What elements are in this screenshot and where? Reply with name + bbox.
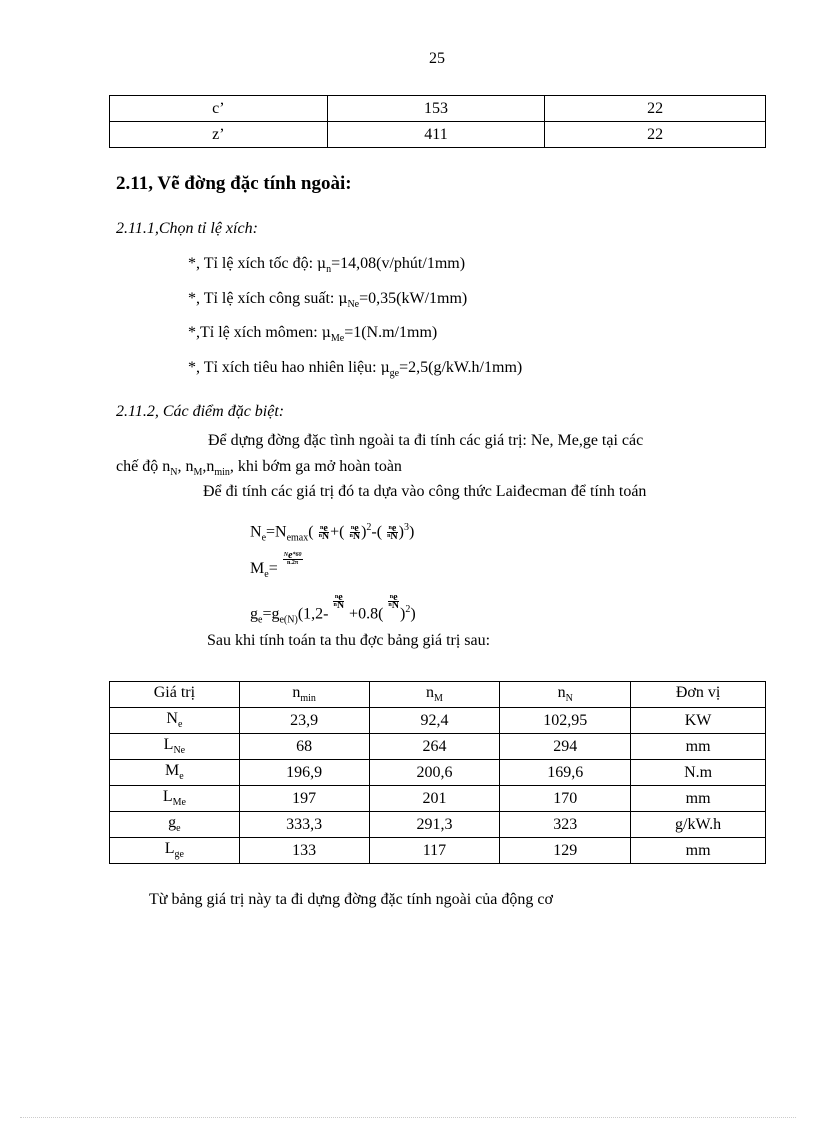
row-label: $M_e$	[110, 760, 240, 786]
subscript: N	[170, 467, 178, 479]
table-row	[110, 786, 766, 812]
scale-line	[188, 255, 465, 275]
scale-line	[188, 324, 437, 344]
table-cell: mm	[631, 734, 766, 760]
formula-text: =	[268, 560, 278, 577]
subscript: M	[193, 467, 203, 479]
table-cell: N.m	[631, 760, 766, 786]
table-cell: 22	[545, 96, 766, 122]
value-table	[109, 681, 766, 864]
formula-text: -(	[371, 523, 383, 541]
formula-ne: $N_e=N_{emax}$( $\frac{n_e}{n_N}$ +( $\frac{n_e}{n_N}$ )$^2$-( $\frac{n_e}{n_N}$ )$^3$)	[250, 522, 415, 544]
formula-text: )	[410, 605, 416, 623]
table-cell: 92,4	[369, 708, 500, 734]
subscript: ge	[389, 368, 400, 380]
mu-symbol: μ	[338, 291, 348, 307]
table-cell: 294	[500, 734, 631, 760]
formula-text: M	[250, 560, 265, 577]
table-cell: 170	[500, 786, 631, 812]
scale-label: *, Tỉ lệ xích công suất:	[188, 290, 339, 307]
superscript: 2	[366, 522, 372, 533]
subscript: e	[258, 614, 263, 626]
table-cell: 133	[239, 838, 369, 864]
table-row	[110, 708, 766, 734]
text-run: ,n	[202, 458, 215, 475]
formula-text: N	[250, 523, 262, 541]
table-cell: 197	[239, 786, 369, 812]
closing-line: Từ bảng giá trị này ta đi dựng đờng đặc tính ngoài của động cơ	[149, 891, 553, 908]
table-cell: 153	[327, 96, 545, 122]
table-cell: 323	[500, 812, 631, 838]
table-cell: 23,9	[239, 708, 369, 734]
table-row	[110, 838, 766, 864]
scale-line	[188, 290, 467, 310]
section-heading: 2.11, Vẽ đờng đặc tính ngoài:	[116, 173, 352, 194]
table-cell: 200,6	[369, 760, 500, 786]
superscript: 3	[403, 522, 409, 533]
subscript: emax	[286, 532, 309, 544]
table-cell: c’	[110, 96, 328, 122]
table-row	[110, 122, 766, 148]
scale-value: =0,35(kW/1mm)	[359, 290, 468, 307]
formula-text: +(	[330, 523, 345, 541]
table-cell: 291,3	[369, 812, 500, 838]
page-number: 25	[429, 50, 445, 67]
scale-line	[188, 359, 522, 379]
text-run: chế độ n	[116, 458, 171, 475]
formula-text: +0.8(	[345, 605, 384, 623]
page-bottom-divider	[20, 1117, 796, 1118]
superscript: 2	[405, 604, 411, 615]
subsection-heading: 2.11.1,Chọn tỉ lệ xích:	[116, 220, 258, 237]
scale-label: *,Tỉ lệ xích mômen:	[188, 324, 322, 341]
subscript: Me	[330, 333, 345, 345]
row-label: $L_{ge}$	[110, 838, 240, 864]
ratio-fraction: $\frac{n_e}{n_N}$	[388, 592, 399, 612]
table-cell: 117	[369, 838, 500, 864]
table-cell: g/kW.h	[631, 812, 766, 838]
subscript: e	[261, 532, 267, 544]
mu-symbol: μ	[317, 256, 327, 272]
row-label: $g_e$	[110, 812, 240, 838]
ratio-fraction: $\frac{n_e}{n_N}$	[349, 523, 361, 543]
scale-value: =1(N.m/1mm)	[344, 324, 438, 341]
table-header-cell: $n_{min}$	[239, 682, 369, 708]
table-header-cell: Giá trị	[110, 682, 240, 708]
scale-value: =14,08(v/phút/1mm)	[331, 255, 466, 272]
scale-label: *, Tỉ xích tiêu hao nhiên liệu:	[188, 359, 381, 376]
top-table	[109, 95, 766, 148]
ratio-fraction: $\frac{n_e}{n_N}$	[318, 523, 330, 543]
subscript: n	[326, 264, 332, 276]
formula-text: (	[308, 523, 314, 541]
me-fraction: $\frac{N_e*60}{n.2\pi}$	[283, 550, 302, 567]
paragraph-line	[116, 458, 402, 478]
paragraph-line: Để dựng đờng đặc tình ngoài ta đi tính các giá trị: Ne, Me,ge tại các	[208, 432, 644, 449]
table-cell: z’	[110, 122, 328, 148]
table-cell: 169,6	[500, 760, 631, 786]
table-cell: KW	[631, 708, 766, 734]
row-label: $N_e$	[110, 708, 240, 734]
table-header-cell: $n_M$	[369, 682, 500, 708]
formula-ge: $g_e=g_{e(N)}(1,2-$ $\frac{n_e}{n_N}$ +0.8( $\frac{n_e}{n_N}$ )$^2$)	[250, 592, 416, 626]
table-header-row	[110, 682, 766, 708]
table-cell: 196,9	[239, 760, 369, 786]
table-cell: 102,95	[500, 708, 631, 734]
row-label: $L_{Me}$	[110, 786, 240, 812]
formula-text: g	[250, 605, 258, 623]
subscript: Ne	[347, 299, 360, 311]
table-cell: mm	[631, 786, 766, 812]
paragraph-line: Sau khi tính toán ta thu đợc bảng giá trị sau:	[207, 632, 491, 649]
formula-text: =N	[266, 523, 287, 541]
table-cell: 201	[369, 786, 500, 812]
table-row	[110, 96, 766, 122]
mu-symbol: μ	[380, 360, 390, 376]
table-row	[110, 812, 766, 838]
paragraph-line: Để đi tính các giá trị đó ta dựa vào công thức Laiđecman để tính toán	[203, 483, 647, 500]
formula-text: )	[408, 523, 415, 541]
ratio-fraction: $\frac{n_e}{n_N}$	[333, 592, 345, 612]
subscript: e	[264, 569, 269, 581]
table-row	[110, 760, 766, 786]
table-cell: 411	[327, 122, 545, 148]
table-header-cell: $n_N$	[500, 682, 631, 708]
text-run: , n	[177, 458, 194, 475]
table-cell: mm	[631, 838, 766, 864]
table-cell: 333,3	[239, 812, 369, 838]
subsection-heading: 2.11.2, Các điểm đặc biệt:	[116, 403, 285, 420]
scale-label: *, Tỉ lệ xích tốc độ:	[188, 255, 318, 272]
table-cell: 68	[239, 734, 369, 760]
table-cell: 264	[369, 734, 500, 760]
mu-symbol: μ	[321, 325, 331, 341]
table-header-cell: Đơn vị	[631, 682, 766, 708]
formula-text: =g	[262, 605, 280, 623]
table-cell: 22	[545, 122, 766, 148]
subscript: min	[214, 467, 230, 479]
table-cell: 129	[500, 838, 631, 864]
row-label: $L_{Ne}$	[110, 734, 240, 760]
ratio-fraction: $\frac{n_e}{n_N}$	[387, 523, 398, 543]
subscript: e(N)	[279, 614, 298, 626]
formula-me	[250, 550, 304, 581]
table-row	[110, 734, 766, 760]
formula-text: (1,2-	[297, 605, 333, 623]
text-run: , khi bớm ga mở hoàn toàn	[229, 458, 402, 475]
scale-value: =2,5(g/kW.h/1mm)	[399, 359, 523, 376]
